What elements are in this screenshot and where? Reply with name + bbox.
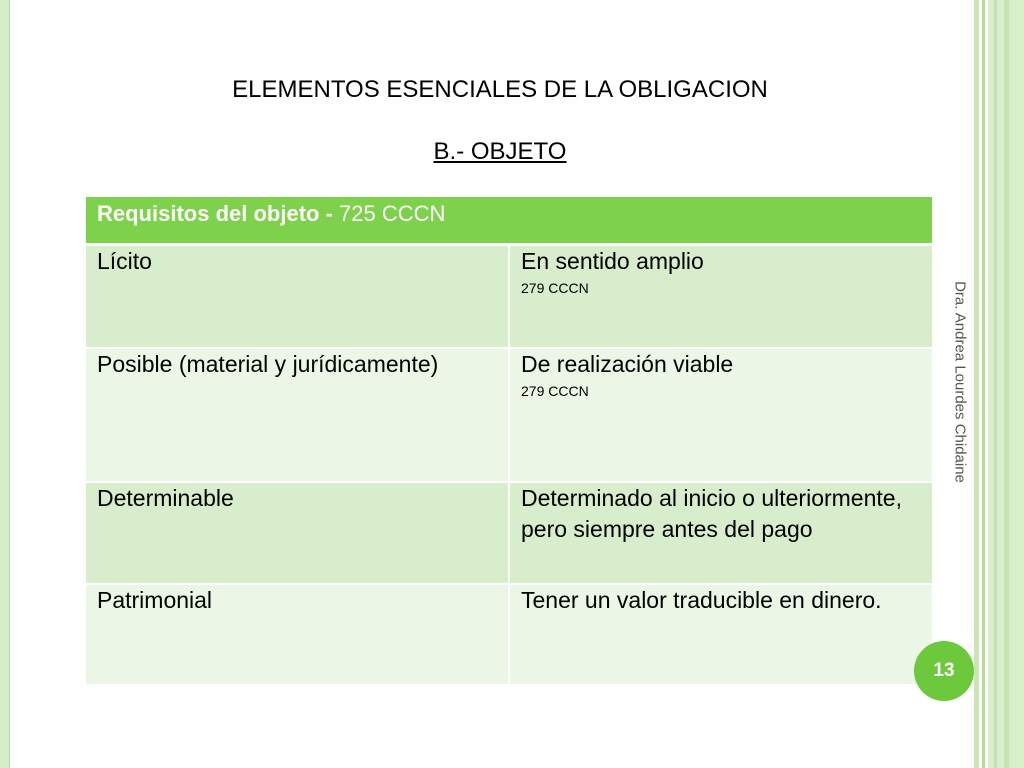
requirements-table <box>86 197 932 684</box>
subtitle-text: B.- OBJETO <box>433 138 567 165</box>
table-row <box>86 348 932 482</box>
right-decor-stripes <box>974 0 1024 768</box>
row-description <box>509 348 932 482</box>
row-requirement: Posible (material y jurídicamente) <box>86 348 509 482</box>
table-header <box>86 197 932 245</box>
description-ref: 279 CCCN <box>521 280 589 296</box>
row-requirement: Patrimonial <box>86 584 509 684</box>
description-ref: 279 CCCN <box>521 383 589 399</box>
description-text: De realización viable <box>521 351 734 377</box>
page-number-badge <box>914 641 974 701</box>
table-row <box>86 245 932 349</box>
table-row <box>86 584 932 684</box>
row-requirement: Lícito <box>86 245 509 349</box>
slide-title: ELEMENTOS ESENCIALES DE LA OBLIGACION <box>232 76 768 103</box>
header-ref-text: 725 CCCN <box>339 201 446 226</box>
left-decor-bar <box>0 0 9 768</box>
row-description <box>509 482 932 584</box>
author-credit: Dra. Andrea Lourdes Chidaine <box>951 281 969 483</box>
description-text: Determinado al inicio o ulteriormente, pero siempre antes del pago <box>521 485 902 542</box>
row-description <box>509 245 932 349</box>
header-bold-text: Requisitos del objeto - <box>97 201 340 226</box>
table-row <box>86 482 932 584</box>
row-description <box>509 584 932 684</box>
description-text: Tener un valor traducible en dinero. <box>521 587 882 613</box>
row-requirement: Determinable <box>86 482 509 584</box>
description-text: En sentido amplio <box>521 248 704 274</box>
page-number: 13 <box>933 660 955 681</box>
slide-subtitle <box>130 138 870 166</box>
